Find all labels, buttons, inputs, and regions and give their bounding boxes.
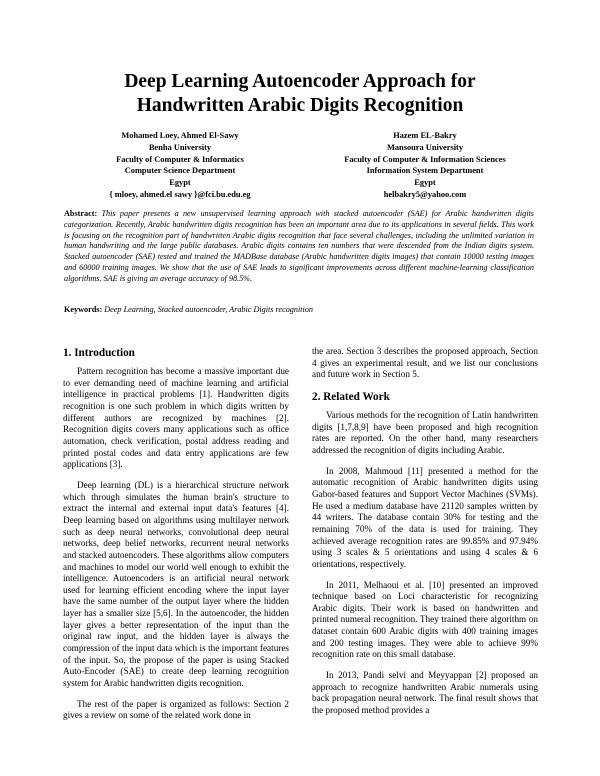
author-email: { mloey, ahmed.el sawy }@fci.bu.edu.eg	[109, 189, 251, 199]
author-department: Computer Science Department	[124, 166, 236, 176]
section-heading-related-work: 2. Related Work	[312, 390, 390, 403]
author-department: Information System Department	[366, 166, 484, 176]
author-name: Mohamed Loey, Ahmed El-Sawy	[121, 131, 239, 140]
keywords-text: Deep Learning, Stacked autoencoder, Arabic Digits recognition	[102, 305, 313, 314]
keywords	[64, 304, 534, 315]
title-line-1: Deep Learning Autoencoder Approach for	[124, 71, 476, 92]
author-block-2	[320, 130, 530, 201]
section-heading-introduction: 1. Introduction	[63, 347, 135, 359]
title-line-2: Handwritten Arabic Digits Recognition	[136, 95, 464, 116]
author-faculty: Faculty of Computer & Informatics	[116, 154, 244, 164]
paragraph: Various methods for the recognition of Latin handwritten digits [1,7,8,9] have been proposed and high recognition rates are reported. On the other hand, many researchers addressed the recognition of digits including Arabic.	[312, 409, 538, 455]
author-email: helbakry5@yahoo.com	[383, 189, 467, 199]
abstract	[64, 209, 534, 285]
keywords-label: Keywords:	[64, 305, 103, 314]
author-country: Egypt	[169, 178, 191, 188]
paper-title	[0, 70, 600, 118]
right-column	[312, 346, 538, 726]
left-column	[63, 346, 289, 731]
author-university: Benha University	[148, 142, 212, 152]
paragraph: In 2008, Mahmoud [11] presented a method for the automatic recognition of Arabic handwritten digits using Gabor-based features and Support Vector Machines (SVMs). He used a medium database have 21120 samples written by 44 writers. The database contain 30% for testing and the remaining 70% of the data is used for training. They achieved average recognition rates are 99.85% and 97.94% using 3 scales & 5 orientations and using 4 scales & 6 orientations, respectively.	[312, 465, 538, 569]
paragraph: The rest of the paper is organized as follows: Section 2 gives a review on some of the related work done in	[63, 698, 289, 721]
paragraph: Deep learning (DL) is a hierarchical structure network which through simulates the human brain's structure to extract the internal and external input data's features [4]. Deep learning based on algorithms using multilayer network such as deep neural networks, convolutional deep neural networks, deep belief networks, recurrent neural networks and stacked autoencoders. These algorithms allow computers and machines to model our world well enough to exhibit the intelligence. Autoencoders is an artificial neural network used for learning efficient encoding where the input layer have the same number of the output layer where the hidden layer has a smaller size [5,6]. In the autoencoder, the hidden layer gives a better representation of the input than the original raw input, and the hidden layer is always the compression of the input data which is the important features of the input. So, the propose of the paper is using Stacked Auto-Encoder (SAE) to create deep learning recognition system for Arabic handwritten digits recognition.	[63, 479, 289, 689]
paragraph: In 2011, Melhaoui et al. [10] presented an improved technique based on Loci characteristic for recognizing Arabic digits. Their work is based on handwritten and printed numeral recognition. They trained there algorithm on dataset contain 600 Arabic digits with 400 training images and 200 testing images. They were able to achieve 99% recognition rate on this small database.	[312, 579, 538, 660]
abstract-text: This paper presents a new unsupervised learning approach with stacked autoencoder (SAE) for Arabic handwritten digits categorization. Recently, Arabic handwritten digits recognition has been an important area due to its applications in several fields. This work is focusing on the recognition part of handwritten Arabic digits recognition that face several challenges, including the unlimited variation in human handwriting and the large public databases. Arabic digits contains ten numbers that were descended from the Indian digits system. Stacked autoencoder (SAE) tested and trained the MADBase database (Arabic handwritten digits images) that contain 10000 testing images and 60000 training images. We show that the use of SAE leads to significant improvements across different machine-learning classification algorithms. SAE is giving an average accuracy of 98.5%.	[64, 209, 534, 283]
author-block-1	[70, 130, 290, 201]
author-country: Egypt	[414, 178, 436, 188]
paragraph: In 2013, Pandi selvi and Meyyappan [2] proposed an approach to recognize handwritten Arabic numerals using back propagation neural network. The final result shows that the proposed method provides a	[312, 670, 538, 716]
abstract-label: Abstract:	[64, 209, 98, 218]
author-faculty: Faculty of Computer & Information Sciences	[344, 154, 506, 164]
paragraph: Pattern recognition has become a massive important due to ever demanding need of machine learning and artificial intelligence in practical problems [1]. Handwritten digits recognition is one such problem in which digits written by different authors are recognized by machines [2]. Recognition digits covers many applications such as office automation, check verification, postal address reading and printed postal codes and data entry applications are few applications [3].	[63, 366, 289, 470]
author-university: Mansoura University	[386, 142, 464, 152]
paragraph-continuation: the area. Section 3 describes the proposed approach, Section 4 gives an experimental result, and we list our conclusions and future work in Section 5.	[312, 346, 538, 380]
author-name: Hazem EL-Bakry	[393, 131, 457, 140]
